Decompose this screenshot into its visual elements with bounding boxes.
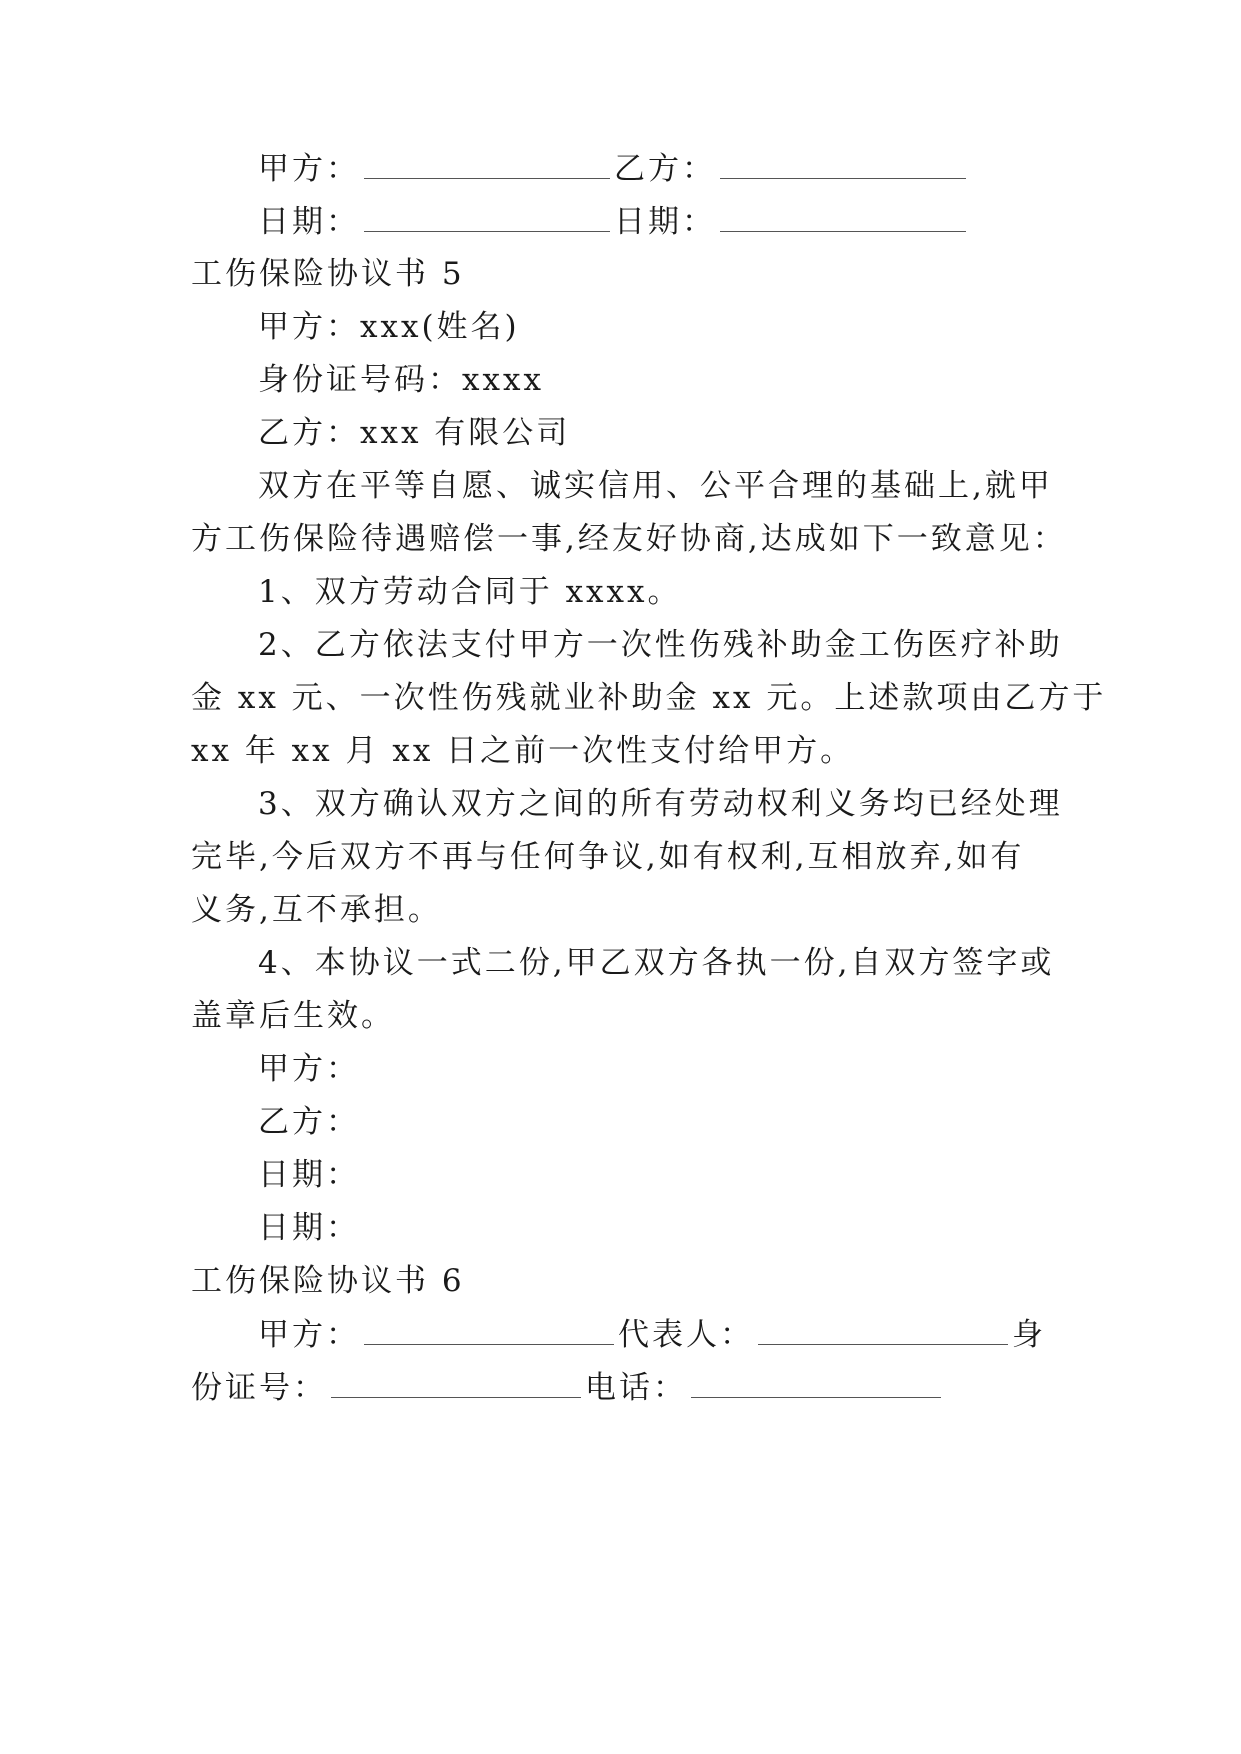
top-sign-row-dates (0, 201, 1241, 242)
top-date-a-blank (364, 201, 610, 232)
top-sign-row-parties (0, 148, 1241, 189)
section5-party-a: 甲方：xxx(姓名) (258, 309, 520, 345)
top-party-a-blank (364, 148, 610, 179)
section6-row-party-representative (0, 1314, 1241, 1355)
section5-item1: 1、双方劳动合同于 xxxx。 (258, 574, 682, 610)
section5-item2-line2: 金 xx 元、一次性伤残就业补助金 xx 元。上述款项由乙方于 (191, 680, 1107, 716)
section5-sign-date-a: 日期： (258, 1157, 360, 1193)
section5-item4-line1: 4、本协议一式二份,甲乙双方各执一份,自双方签字或 (258, 945, 1055, 981)
section6-representative-label: 代表人： (618, 1317, 754, 1353)
top-party-b-blank (720, 148, 966, 179)
top-date-b-blank (720, 201, 966, 232)
section5-sign-date-b: 日期： (258, 1210, 360, 1246)
top-party-a-label: 甲方： (258, 151, 360, 187)
section5-item2-line1: 2、乙方依法支付甲方一次性伤残补助金工伤医疗补助 (258, 627, 1063, 663)
section6-id-start: 身 (1012, 1317, 1046, 1353)
section5-item2-line3: xx 年 xx 月 xx 日之前一次性支付给甲方。 (191, 733, 855, 769)
section5-sign-party-b: 乙方： (258, 1104, 360, 1140)
section5-id-number: 身份证号码：xxxx (258, 362, 544, 398)
section5-sign-party-a: 甲方： (258, 1051, 360, 1087)
section5-item3-line1: 3、双方确认双方之间的所有劳动权利义务均已经处理 (258, 786, 1063, 822)
section6-party-a-blank (364, 1314, 614, 1345)
top-date-b-label: 日期： (614, 204, 716, 240)
section6-title: 工伤保险协议书 6 (191, 1263, 465, 1299)
section6-phone-blank (691, 1367, 941, 1398)
section5-title: 工伤保险协议书 5 (191, 256, 465, 292)
top-date-a-label: 日期： (258, 204, 360, 240)
section5-item4-line2: 盖章后生效。 (191, 998, 395, 1034)
top-party-b-label: 乙方： (614, 151, 716, 187)
section5-item3-line2: 完毕,今后双方不再与任何争议,如有权利,互相放弃,如有 (191, 839, 1025, 875)
section5-item3-line3: 义务,互不承担。 (191, 892, 442, 928)
section6-id-blank (331, 1367, 581, 1398)
section5-intro-line2: 方工伤保险待遇赔偿一事,经友好协商,达成如下一致意见： (191, 521, 1067, 557)
section5-party-b: 乙方：xxx 有限公司 (258, 415, 571, 451)
section6-id-label: 份证号： (191, 1370, 327, 1406)
section6-party-a-label: 甲方： (258, 1317, 360, 1353)
section6-row-id-phone (0, 1367, 1241, 1408)
section5-intro-line1: 双方在平等自愿、诚实信用、公平合理的基础上,就甲 (258, 468, 1053, 504)
section6-phone-label: 电话： (585, 1370, 687, 1406)
section6-representative-blank (758, 1314, 1008, 1345)
